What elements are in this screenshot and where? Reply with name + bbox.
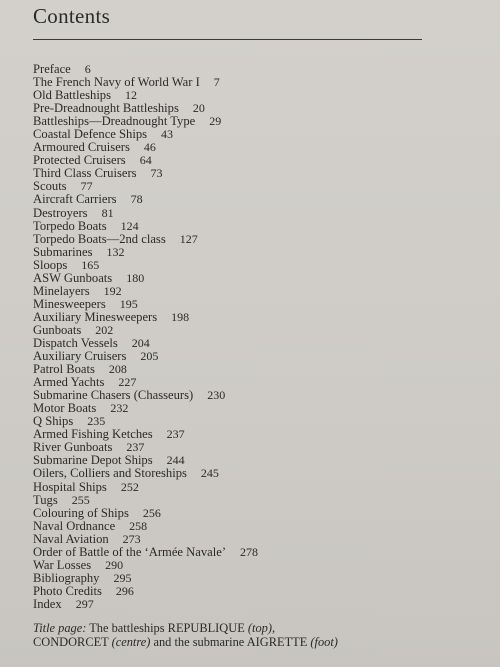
toc-entry-title: Sloops — [33, 257, 68, 272]
toc-entry-title: Naval Aviation — [33, 531, 109, 546]
toc-entry-page: 205 — [140, 349, 159, 364]
toc-entry-page: 6 — [84, 62, 91, 76]
toc-entry-page: 232 — [110, 401, 129, 416]
toc-entry-title: Minelayers — [33, 283, 90, 298]
toc-entry-title: Auxiliary Minesweepers — [33, 309, 158, 324]
toc-entry-page: 77 — [80, 179, 93, 194]
toc-entry-page: 278 — [240, 544, 259, 559]
toc-entry-title: Order of Battle of the ‘Armée Navale’ — [33, 544, 227, 559]
toc-entry-page: 296 — [115, 583, 134, 598]
toc-entry-title: Motor Boats — [33, 401, 97, 416]
toc-entry-page: 208 — [108, 362, 127, 377]
toc-entry-title: Gunboats — [33, 322, 82, 337]
toc-entry-title: Torpedo Boats — [33, 218, 107, 233]
toc-entry-title: Minesweepers — [33, 296, 106, 311]
toc-entry-title: Battleships—Dreadnought Type — [33, 114, 196, 129]
toc-entry-title: Dispatch Vessels — [33, 335, 118, 350]
toc-entry-title: Auxiliary Cruisers — [33, 349, 127, 364]
toc-entry-title: Coastal Defence Ships — [33, 127, 148, 142]
toc-entry-title: Protected Cruisers — [33, 153, 126, 168]
toc-entry-page: 230 — [207, 388, 226, 403]
toc-entry-title: Submarine Depot Ships — [33, 453, 153, 468]
caption-label: Title page: — [33, 621, 87, 635]
toc-entry-title: The French Navy of World War I — [33, 75, 200, 90]
toc-entry-title: Armed Fishing Ketches — [33, 427, 153, 442]
table-of-contents — [33, 63, 258, 611]
toc-entry-page: 227 — [118, 375, 137, 390]
contents-heading: Contents — [33, 4, 111, 28]
toc-entry-title: Torpedo Boats—2nd class — [33, 231, 166, 246]
toc-entry-page: 295 — [113, 570, 132, 585]
caption-text-3: CONDORCET — [33, 635, 112, 649]
caption-position-top: (top) — [247, 621, 272, 635]
toc-entry-page: 165 — [81, 257, 100, 272]
toc-entry-title: Aircraft Carriers — [33, 192, 117, 207]
toc-entry — [33, 585, 258, 598]
toc-entry-page: 7 — [213, 75, 220, 90]
toc-entry-page: 244 — [166, 453, 185, 468]
toc-entry-title: Q Ships — [33, 414, 74, 429]
toc-entry-title: Preface — [33, 62, 71, 76]
toc-entry-title: Armoured Cruisers — [33, 140, 130, 155]
toc-entry-page: 46 — [143, 140, 156, 155]
toc-entry-title: Old Battleships — [33, 88, 112, 103]
toc-entry-title: Bibliography — [33, 570, 100, 585]
toc-entry-page: 256 — [142, 505, 161, 520]
toc-entry-title: Submarines — [33, 244, 93, 259]
heading-rule — [33, 39, 422, 40]
toc-entry-title: Naval Ordnance — [33, 518, 116, 533]
caption-position-foot: (foot) — [310, 635, 338, 649]
toc-entry-page: 252 — [120, 479, 139, 494]
toc-entry-title: War Losses — [33, 557, 92, 572]
toc-entry-page: 237 — [126, 440, 145, 455]
toc-entry-page: 297 — [75, 596, 94, 611]
toc-entry-title: ASW Gunboats — [33, 270, 113, 285]
caption-text-2: , — [271, 621, 276, 635]
toc-entry-page: 290 — [105, 557, 124, 572]
toc-entry-title: Oilers, Colliers and Storeships — [33, 466, 187, 481]
toc-entry-page: 202 — [95, 322, 114, 337]
toc-entry-title: Third Class Cruisers — [33, 166, 137, 181]
toc-entry-title: Photo Credits — [33, 583, 102, 598]
toc-entry-page: 124 — [120, 218, 139, 233]
toc-entry-page: 132 — [106, 244, 125, 259]
toc-entry-page: 192 — [103, 283, 122, 298]
toc-entry-page: 12 — [125, 88, 138, 103]
toc-entry-page: 255 — [71, 492, 90, 507]
toc-entry-page: 73 — [150, 166, 163, 181]
title-page-caption — [33, 621, 473, 649]
toc-entry-page: 195 — [119, 296, 138, 311]
toc-entry — [33, 598, 258, 611]
toc-entry-title: Submarine Chasers (Chasseurs) — [33, 388, 194, 403]
toc-entry-page: 78 — [130, 192, 143, 207]
toc-entry-page: 180 — [126, 270, 145, 285]
toc-entry-title: Pre-Dreadnought Battleships — [33, 101, 179, 116]
toc-entry-title: Hospital Ships — [33, 479, 107, 494]
toc-entry-title: River Gunboats — [33, 440, 113, 455]
toc-entry-title: Armed Yachts — [33, 375, 105, 390]
caption-text-4: and the submarine AIGRETTE — [150, 635, 311, 649]
toc-entry — [33, 481, 258, 494]
toc-entry-page: 204 — [131, 335, 150, 350]
toc-entry-page: 245 — [200, 466, 219, 481]
toc-entry-page: 20 — [192, 101, 205, 116]
toc-entry-title: Patrol Boats — [33, 362, 95, 377]
toc-entry-page: 29 — [209, 114, 222, 129]
toc-entry-title: Destroyers — [33, 205, 88, 220]
toc-entry-title: Scouts — [33, 179, 67, 194]
caption-text-1: The battleships REPUBLIQUE — [86, 621, 248, 635]
toc-entry-page: 81 — [101, 205, 114, 220]
toc-entry-page: 273 — [122, 531, 141, 546]
toc-entry-page: 64 — [139, 153, 152, 168]
toc-entry-page: 237 — [166, 427, 185, 442]
toc-entry-page: 258 — [129, 518, 148, 533]
toc-entry-title: Tugs — [33, 492, 58, 507]
caption-position-centre: (centre) — [111, 635, 151, 649]
toc-entry-title: Colouring of Ships — [33, 505, 129, 520]
toc-entry-title: Index — [33, 596, 62, 611]
toc-entry-page: 127 — [179, 231, 198, 246]
toc-entry-page: 198 — [171, 309, 190, 324]
toc-entry-page: 43 — [161, 127, 174, 142]
toc-entry-page: 235 — [87, 414, 106, 429]
